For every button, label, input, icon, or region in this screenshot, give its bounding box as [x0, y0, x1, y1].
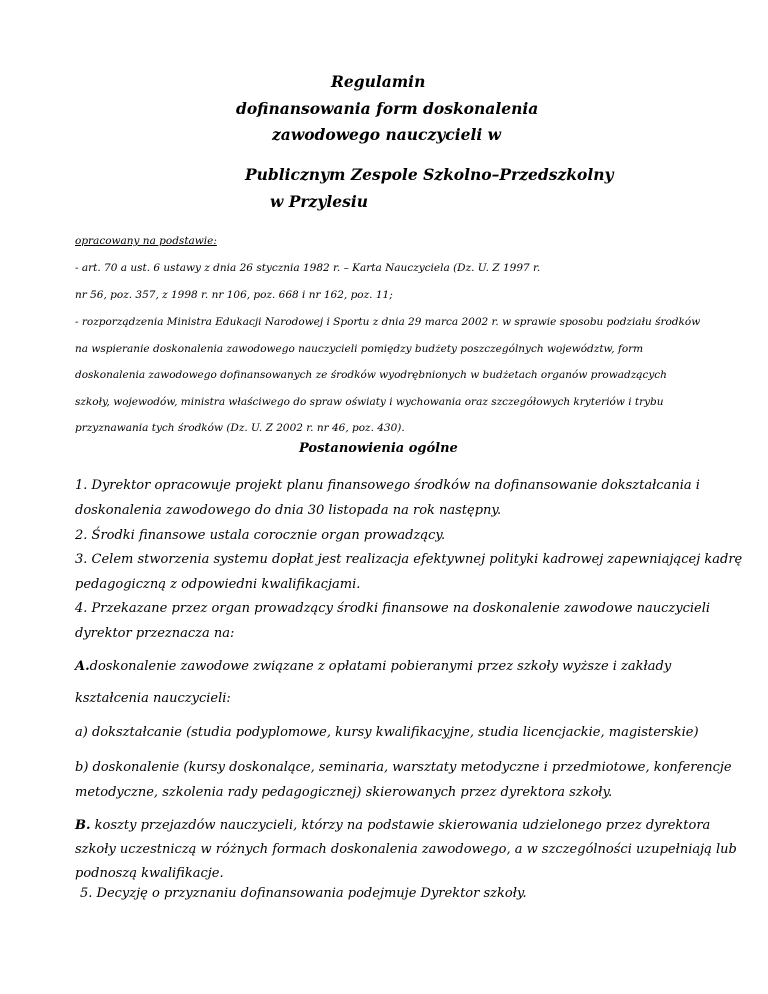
title-line-5: w Przylesiu — [270, 192, 369, 211]
paragraph-2: 2. Środki finansowe ustala corocznie organ prowadzący. — [75, 528, 446, 543]
item-b1-line: b) doskonalenie (kursy doskonalące, seminaria, warsztaty metodyczne i przedmiotowe, konferencje — [75, 760, 732, 775]
item-a-line: kształcenia nauczycieli: — [75, 691, 231, 706]
paragraph-1-line: 1. Dyrektor opracowuje projekt planu finansowego środków na dofinansowanie dokształcania i — [75, 478, 700, 493]
basis-line: na wspieranie doskonalenia zawodowego nauczycieli pomiędzy budżety poszczególnych województw, form — [75, 343, 644, 355]
title-line-2: dofinansowania form doskonalenia — [236, 99, 539, 118]
basis-line: przyznawania tych środków (Dz. U. Z 2002 r. nr 46, poz. 430). — [75, 422, 405, 434]
basis-line: nr 56, poz. 357, z 1998 r. nr 106, poz. 668 i nr 162, poz. 11; — [75, 289, 393, 301]
section-heading: Postanowienia ogólne — [299, 441, 458, 456]
item-b1-line: metodyczne, szkolenia rady pedagogicznej) skierowanych przez dyrektora szkoły. — [75, 785, 613, 800]
basis-heading: opracowany na podstawie: — [75, 235, 217, 247]
paragraph-4-line: 4. Przekazane przez organ prowadzący środki finansowe na doskonalenie zawodowe nauczycieli — [75, 601, 711, 616]
paragraph-5: 5. Decyzję o przyznaniu dofinansowania podejmuje Dyrektor szkoły. — [80, 886, 527, 901]
item-b-line: szkoły uczestniczą w różnych formach doskonalenia zawodowego, a w szczególności uzupełniają lub — [75, 842, 737, 857]
item-a — [75, 659, 671, 674]
basis-line: szkoły, wojewodów, ministra właściwego do spraw oświaty i wychowania oraz szczegółowych kryteriów i trybu — [75, 396, 664, 408]
item-b-text: koszty przejazdów nauczycieli, którzy na podstawie skierowania udzielonego przez dyrektora — [90, 818, 711, 833]
basis-line: doskonalenia zawodowego dofinansowanych ze środków wyodrębnionych w budżetach organów prowadzących — [75, 369, 667, 381]
item-a-label: A. — [75, 659, 90, 674]
item-b-label: B. — [75, 818, 91, 833]
title-line-4: Publicznym Zespole Szkolno–Przedszkolny — [245, 165, 614, 184]
paragraph-3-line: 3. Celem stworzenia systemu dopłat jest realizacja efektywnej polityki kadrowej zapewniającej kadrę — [75, 552, 743, 567]
basis-line: - rozporządzenia Ministra Edukacji Narodowej i Sportu z dnia 29 marca 2002 r. w sprawie sposobu podziału środków — [75, 316, 701, 328]
item-a1: a) dokształcanie (studia podyplomowe, kursy kwalifikacyjne, studia licencjackie, magisterskie) — [75, 725, 699, 740]
title-line-3: zawodowego nauczycieli w — [272, 125, 502, 144]
item-b-line: podnoszą kwalifikacje. — [75, 866, 224, 881]
basis-line: - art. 70 a ust. 6 ustawy z dnia 26 stycznia 1982 r. – Karta Nauczyciela (Dz. U. Z 1997 r. — [75, 262, 541, 274]
paragraph-1-line: doskonalenia zawodowego do dnia 30 listopada na rok następny. — [75, 503, 502, 518]
paragraph-4-line: dyrektor przeznacza na: — [75, 626, 235, 641]
item-a-text: doskonalenie zawodowe związane z opłatami pobieranymi przez szkoły wyższe i zakłady — [89, 659, 672, 674]
item-b — [75, 818, 710, 833]
title-line-1: Regulamin — [331, 72, 426, 91]
paragraph-3-line: pedagogiczną z odpowiedni kwalifikacjami. — [75, 577, 361, 592]
